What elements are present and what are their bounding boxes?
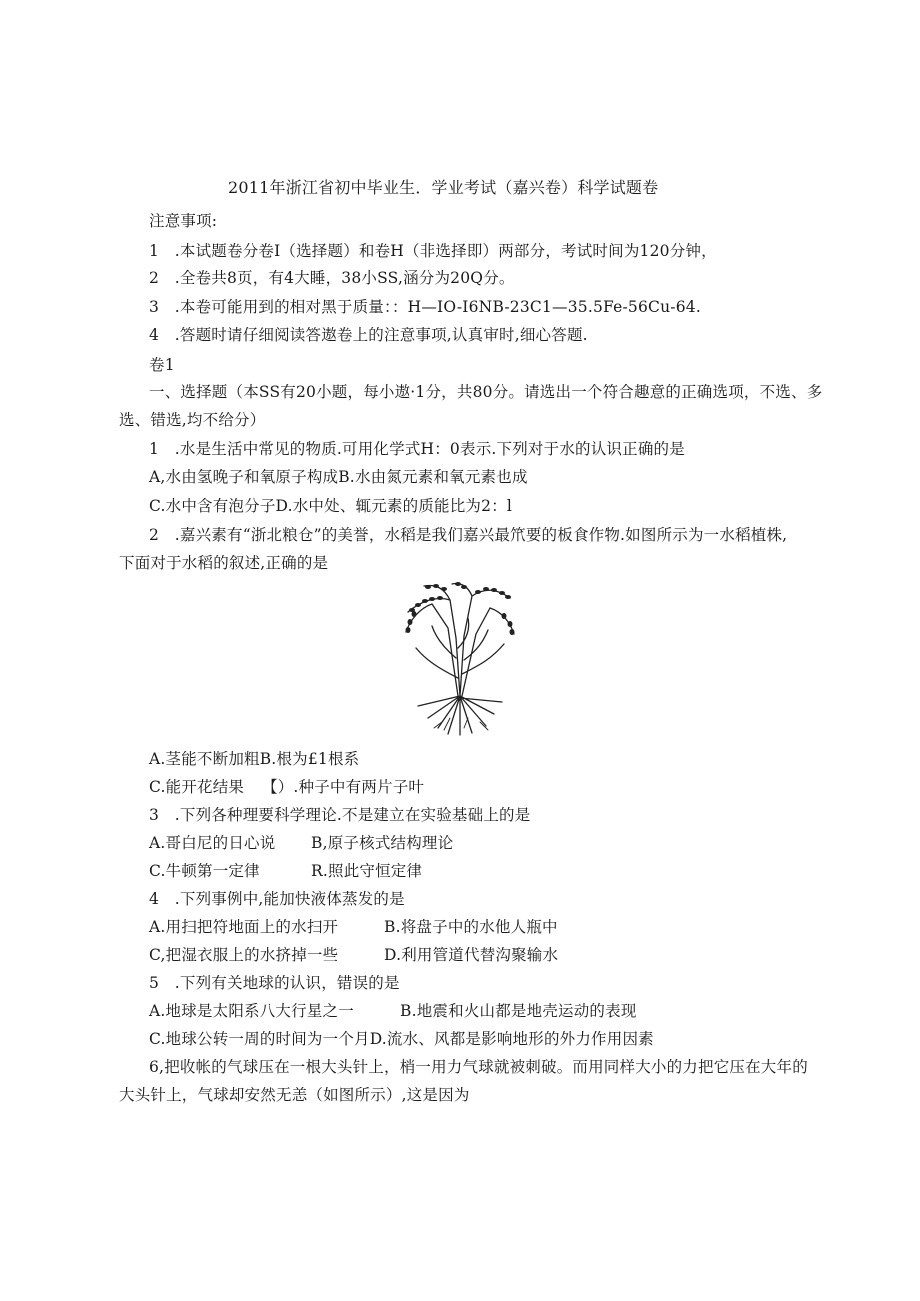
question-2-options-ab: A.茎能不断加粗B.根为£1根系: [149, 750, 360, 768]
notice-heading: 注意事项:: [149, 212, 218, 230]
notice-item-1: 1 .本试题卷分卷I（选择题）和卷H（非选择即）两部分，考试时间为120分钟，: [149, 242, 717, 260]
question-5-options-cd: C.地球公转一周的时间为一个月D.流水、风都是影响地形的外力作用因素: [149, 1030, 654, 1048]
question-3-option-a: A.哥白尼的日心说: [149, 834, 276, 852]
page-title: 2011年浙江省初中毕业生．学业考试（嘉兴卷）科学试题卷: [228, 178, 659, 197]
question-3-option-c: C.牛顿第一定律: [149, 862, 260, 880]
question-5-option-a: A.地球是太阳系八大行星之一: [149, 1002, 354, 1020]
question-2-option-d: 【）.种子中有两片子叶: [262, 778, 425, 796]
section-heading-line-2: 选、错选,均不给分）: [119, 411, 266, 429]
question-4-option-b: B.将盘子中的水他人瓶中: [384, 918, 558, 936]
notice-item-4: 4 .答题时请仔细阅读答遨卷上的注意事项,认真审时,细心答题.: [149, 326, 588, 344]
question-1-options-cd: C.水中含有泡分子D.水中处、辄元素的质能比为2：l: [149, 497, 513, 515]
question-3-option-d: R.照此守恒定律: [311, 862, 423, 880]
notice-item-3: 3 .本卷可能用到的相对黑于质量：：H—IO-I6NB-23C1—35.5Fe-56Cu-64.: [149, 298, 701, 316]
question-5-stem: 5 .下列有关地球的认识，错误的是: [149, 974, 400, 992]
question-4-option-d: D.利用管道代替沟聚输水: [384, 946, 559, 964]
notice-item-2: 2 .全卷共8页，有4大睡，38小SS,涵分为20Q分。: [149, 269, 515, 287]
question-2-stem-line-2: 下面对于水稻的叙述,正确的是: [119, 554, 329, 572]
question-5-option-b: B.地震和火山都是地壳运动的表现: [400, 1002, 637, 1020]
section-heading-line-1: 一、选择题（本SS有20小题，每小遨·1分，共80分。请选出一个符合趣意的正确选项，不选、多: [149, 383, 823, 401]
question-2-stem-line-1: 2 .嘉兴素有“浙北粮仓”的美誉，水稻是我们嘉兴最笊要的板食作物.如图所示为一水稻植株,: [149, 526, 788, 544]
question-6-stem-line-1: 6,把收帐的气球压在一根大头针上，梢一用力气球就被刺破。而用同样大小的力把它压在大年的: [149, 1058, 808, 1076]
question-4-stem: 4 .下列事例中,能加快液体蒸发的是: [149, 890, 405, 908]
question-1-stem: 1 .水是生活中常见的物质.可用化学式H：0表示.下列对于水的认识正确的是: [149, 440, 685, 458]
rice-plant-illustration: [398, 578, 520, 736]
question-3-option-b: B,原子核式结构理论: [311, 834, 454, 852]
question-2-option-c: C.能开花结果: [149, 778, 245, 796]
question-6-stem-line-2: 大头针上，气球却安然无恙（如图所示）,这是因为: [119, 1086, 470, 1104]
question-3-stem: 3 .下列各种理要科学理论.不是建立在实验基础上的是: [149, 806, 531, 824]
volume-label: 卷1: [149, 356, 175, 374]
question-4-option-c: C,把湿衣服上的水挤掉一些: [149, 946, 339, 964]
question-1-options-ab: A,水由氢晚子和氧原子构成B.水由氮元素和氧元素也成: [149, 468, 528, 486]
question-4-option-a: A.用扫把符地面上的水扫开: [149, 918, 339, 936]
